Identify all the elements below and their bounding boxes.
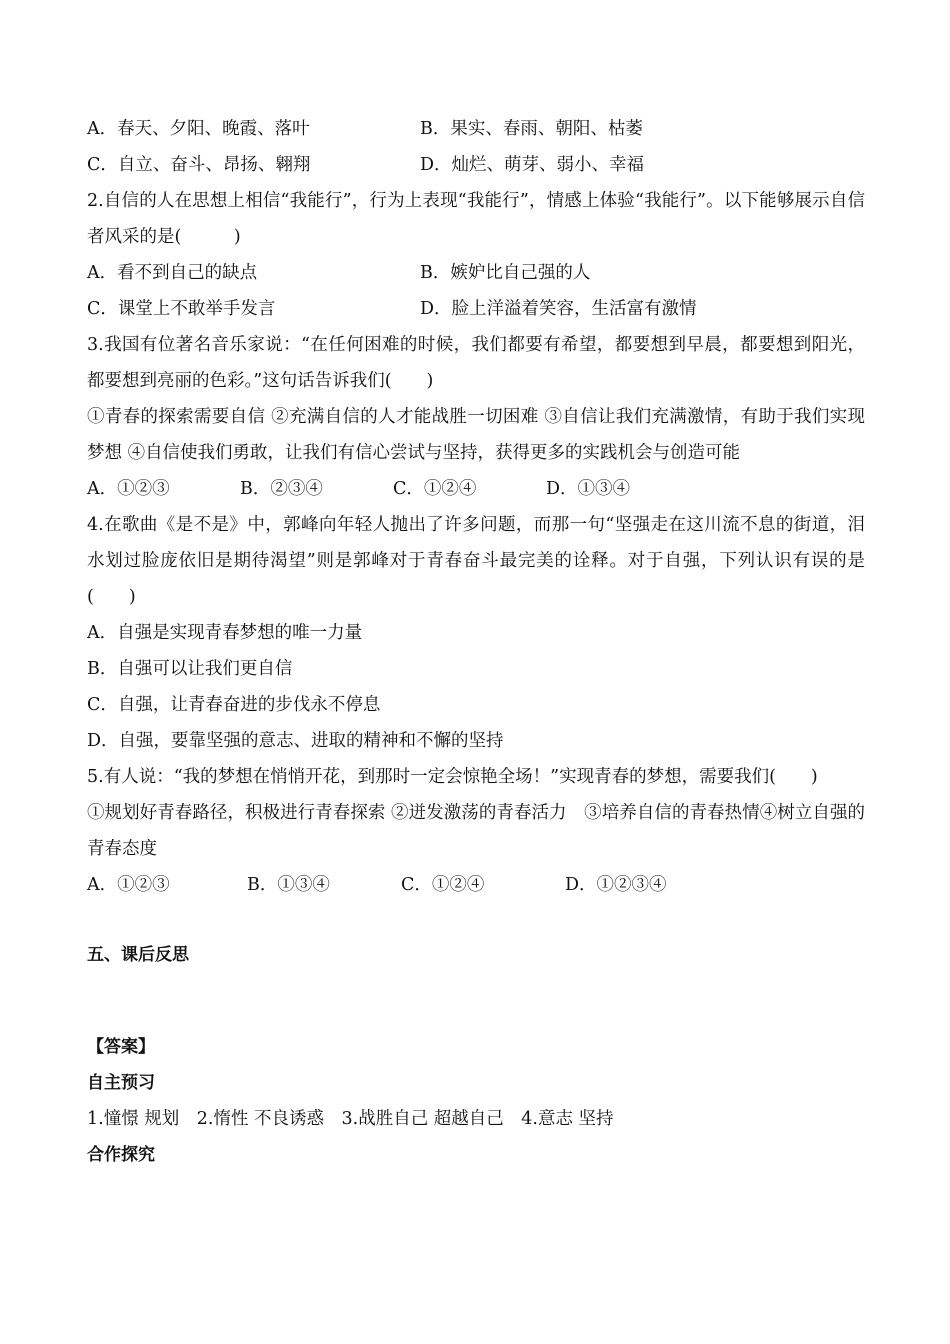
q1-options-row-1 — [87, 111, 865, 147]
q3-options — [87, 471, 865, 507]
q5-items: ①规划好青春路径，积极进行青春探索 ②迸发激荡的青春活力 ③培养自信的青春热情④树立自强的青春态度 — [87, 803, 865, 859]
q2-options-row-2 — [87, 291, 865, 327]
q5-option-a: A．①②③ — [87, 875, 170, 895]
q3-option-a: A．①②③ — [87, 479, 170, 499]
q5-option-b: B．①③④ — [247, 875, 330, 895]
q2-option-d: D．脸上洋溢着笑容，生活富有激情 — [420, 299, 697, 319]
q2-option-b: B．嫉妒比自己强的人 — [420, 263, 591, 283]
preview-title: 自主预习 — [87, 1073, 155, 1093]
q3-option-c: C．①②④ — [393, 479, 477, 499]
q2-option-a: A．看不到自己的缺点 — [87, 263, 258, 283]
q5-stem: 5.有人说：“我的梦想在悄悄开花，到那时一定会惊艳全场！”实现青春的梦想，需要我们( ) — [87, 767, 818, 787]
spacer — [87, 903, 865, 937]
spacer — [87, 973, 865, 1029]
q4-option-d: D．自强，要靠坚强的意志、进取的精神和不懈的坚持 — [87, 731, 504, 751]
q4-option-a: A．自强是实现青春梦想的唯一力量 — [87, 623, 363, 643]
q1-option-d: D．灿烂、萌芽、弱小、幸福 — [420, 155, 645, 175]
q4-option-b: B．自强可以让我们更自信 — [87, 659, 293, 679]
q5-options — [87, 867, 865, 903]
q3-option-b: B．②③④ — [240, 479, 323, 499]
preview-answers: 1.憧憬 规划 2.惰性 不良诱惑 3.战胜自己 超越自己 4.意志 坚持 — [87, 1109, 614, 1129]
section-5-title: 五、课后反思 — [87, 945, 189, 965]
q4-option-c: C．自强，让青春奋进的步伐永不停息 — [87, 695, 381, 715]
document-page — [87, 111, 865, 1173]
q1-option-a: A．春天、夕阳、晚霞、落叶 — [87, 119, 310, 139]
q5-option-c: C．①②④ — [401, 875, 485, 895]
answer-title: 【答案】 — [87, 1037, 155, 1057]
q4-stem: 4.在歌曲《是不是》中，郭峰向年轻人抛出了许多问题，而那一句“坚强走在这川流不息的街道，泪水划过脸庞依旧是期待渴望”则是郭峰对于青春奋斗最完美的诠释。对于自强，下列认识有误的是( ) — [87, 515, 865, 607]
q3-items: ①青春的探索需要自信 ②充满自信的人才能战胜一切困难 ③自信让我们充满激情，有助于我们实现梦想 ④自信使我们勇敢，让我们有信心尝试与坚持，获得更多的实践机会与创造可能 — [87, 407, 865, 463]
q3-stem: 3.我国有位著名音乐家说：“在任何困难的时候，我们都要有希望，都要想到早晨，都要想到阳光，都要想到亮丽的色彩。”这句话告诉我们( ) — [87, 335, 865, 391]
coop-title: 合作探究 — [87, 1145, 155, 1165]
q2-option-c: C．课堂上不敢举手发言 — [87, 299, 276, 319]
q1-options-row-2 — [87, 147, 865, 183]
q2-options-row-1 — [87, 255, 865, 291]
q1-option-b: B．果实、春雨、朝阳、枯萎 — [420, 119, 643, 139]
q5-option-d: D．①②③④ — [565, 875, 667, 895]
q1-option-c: C．自立、奋斗、昂扬、翱翔 — [87, 155, 311, 175]
q2-stem: 2.自信的人在思想上相信“我能行”，行为上表现“我能行”，情感上体验“我能行”。以下能够展示自信者风采的是( ) — [87, 191, 865, 247]
q3-option-d: D．①③④ — [546, 479, 631, 499]
